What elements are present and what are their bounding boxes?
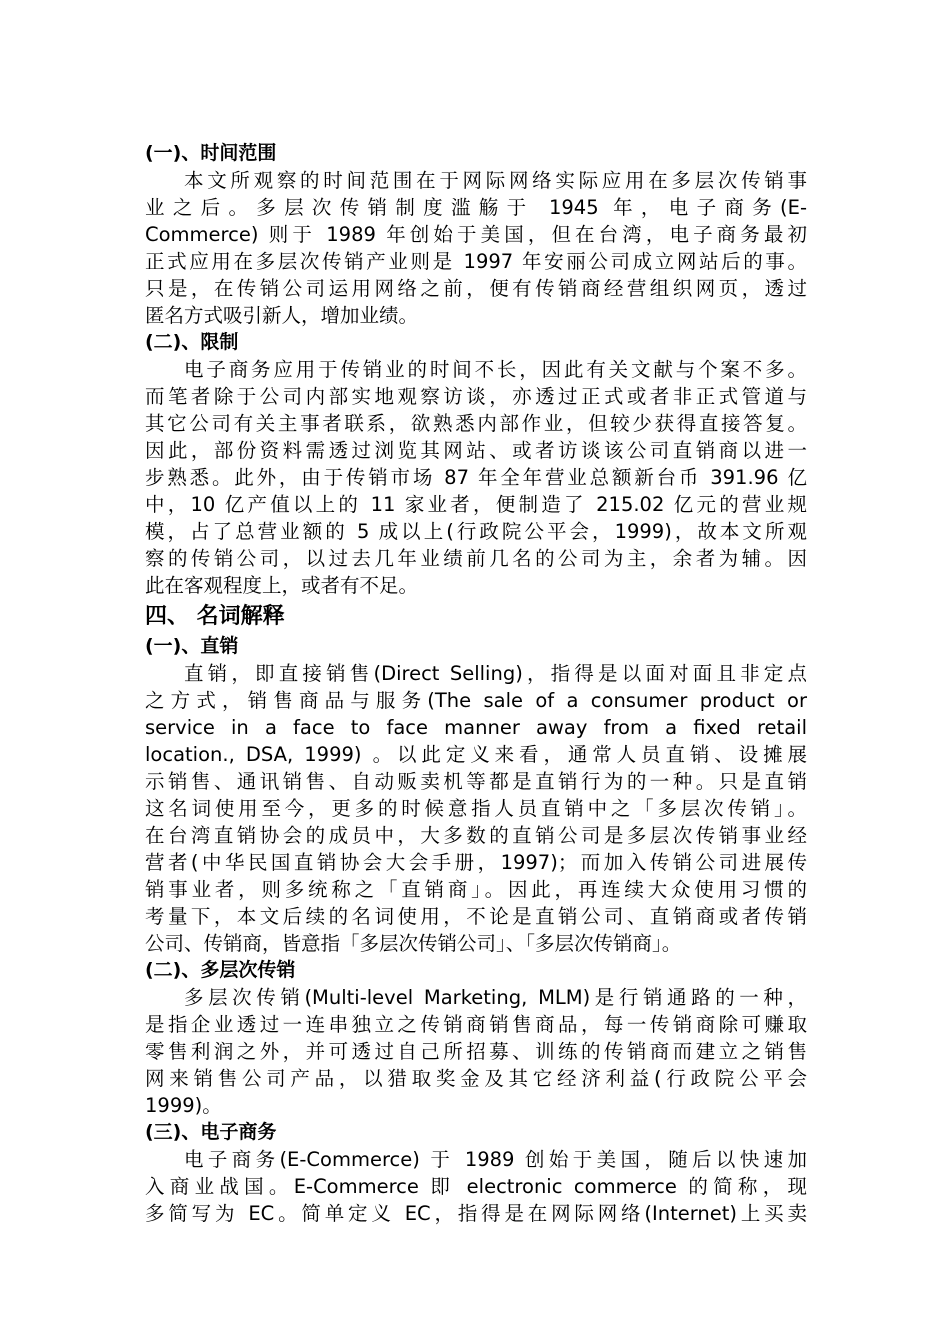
subheading-limitations: (二)、限制 (145, 331, 239, 353)
text-line: 多简写为 EC。简单定义 EC，指得是在网际网络(Internet)上买卖 (145, 1202, 807, 1225)
subheading-mlm: (二)、多层次传销 (145, 959, 296, 981)
text-line: 销事业者，则多统称之「直销商」。因此，再连续大众使用习惯的 (145, 878, 807, 901)
text-line: 示销售、通讯销售、自动贩卖机等都是直销行为的一种。只是直销 (145, 770, 807, 793)
paragraph-mlm (145, 984, 807, 1119)
text-line: 业之后。多层次传销制度滥觞于 1945 年，电子商务(E- (145, 196, 807, 219)
text-line: 零售利润之外，并可透过自己所招募、训练的传销商而建立之销售 (145, 1040, 807, 1063)
text-line: 察的传销公司，以过去几年业绩前几名的公司为主，余者为辅。因 (145, 547, 807, 570)
text-line: 营者(中华民国直销协会大会手册，1997)；而加入传销公司进展传 (145, 851, 807, 874)
section-heading-definitions: 四、 名词解释 (145, 604, 285, 629)
text-line: 模，占了总营业额的 5 成以上(行政院公平会，1999)，故本文所观 (145, 520, 807, 543)
subheading-direct-selling: (一)、直销 (145, 635, 239, 657)
text-line: 电子商务(E-Commerce) 于 1989 创始于美国，随后以快速加 (184, 1148, 807, 1171)
text-line: 中，10 亿产值以上的 11 家业者，便制造了 215.02 亿元的营业规 (145, 493, 807, 516)
text-line: 匿名方式吸引新人，增加业绩。 (145, 304, 419, 327)
paragraph-direct-selling (145, 660, 807, 957)
document-page (145, 140, 807, 1227)
text-line: 这名词使用至今，更多的时候意指人员直销中之「多层次传销」。 (145, 797, 807, 820)
text-line: 入商业战国。E-Commerce 即 electronic commerce 的简称，现 (145, 1175, 807, 1198)
text-line: 因此，部份资料需透过浏览其网站、或者访谈该公司直销商以进一 (145, 439, 807, 462)
paragraph-time-range (145, 167, 807, 329)
text-line: Commerce) 则于 1989 年创始于美国，但在台湾，电子商务最初 (145, 223, 807, 246)
paragraph-limitations (145, 356, 807, 599)
text-line: 本文所观察的时间范围在于网际网络实际应用在多层次传销事 (184, 169, 807, 192)
text-line: 考量下，本文后续的名词使用，不论是直销公司、直销商或者传销 (145, 905, 807, 928)
text-line: 而笔者除于公司内部实地观察访谈，亦透过正式或者非正式管道与 (145, 385, 807, 408)
text-line: 只是，在传销公司运用网络之前，便有传销商经营组织网页，透过 (145, 277, 807, 300)
paragraph-e-commerce (145, 1146, 807, 1227)
text-line: 1999)。 (145, 1094, 222, 1117)
text-line: 多层次传销(Multi-level Marketing, MLM)是行销通路的一种， (184, 986, 807, 1009)
text-line: service in a face to face manner away from a fixed retail (145, 716, 807, 739)
text-line: 公司、传销商，皆意指「多层次传销公司」、「多层次传销商」。 (145, 932, 682, 955)
text-line: location., DSA, 1999) 。以此定义来看，通常人员直销、设摊展 (145, 743, 807, 766)
text-line: 是指企业透过一连串独立之传销商销售商品，每一传销商除可赚取 (145, 1013, 807, 1036)
text-line: 此在客观程度上，或者有不足。 (145, 574, 419, 597)
text-line: 网来销售公司产品，以猎取奖金及其它经济利益(行政院公平会 (145, 1067, 807, 1090)
text-line: 直销，即直接销售(Direct Selling)，指得是以面对面且非定点 (184, 662, 807, 685)
text-line: 正式应用在多层次传销产业则是 1997 年安丽公司成立网站后的事。 (145, 250, 807, 273)
subheading-time-range: (一)、时间范围 (145, 142, 277, 164)
subheading-e-commerce: (三)、电子商务 (145, 1121, 277, 1143)
text-line: 在台湾直销协会的成员中，大多数的直销公司是多层次传销事业经 (145, 824, 807, 847)
text-line: 之方式，销售商品与服务(The sale of a consumer product or (145, 689, 807, 712)
text-line: 电子商务应用于传销业的时间不长，因此有关文献与个案不多。 (184, 358, 807, 381)
text-line: 步熟悉。此外，由于传销市场 87 年全年营业总额新台币 391.96 亿 (145, 466, 807, 489)
text-line: 其它公司有关主事者联系，欲熟悉内部作业，但较少获得直接答复。 (145, 412, 807, 435)
